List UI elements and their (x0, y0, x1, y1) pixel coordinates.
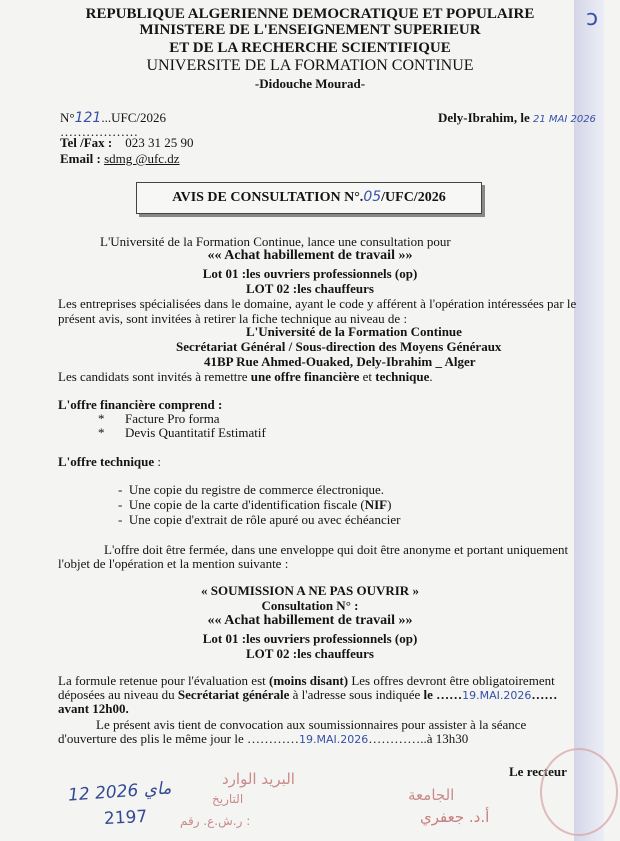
arrival-stamp-number: 2197 (103, 806, 148, 830)
page-title: AVIS DE CONSULTATION N°.05/UFC/2026 (172, 189, 446, 205)
header-republic: REPUBLIQUE ALGERIENNE DEMOCRATIQUE ET POPULAIRE (85, 6, 535, 22)
evaluation-text: La formule retenue pour l'évaluation est (moins disant) Les offres devront être obligatoirement (58, 673, 555, 688)
financial-item: * Facture Pro forma (125, 411, 220, 427)
signature: أ.د. جعفري (420, 808, 490, 826)
envelope-line-1: L'offre doit être fermée, dans une enveloppe qui doit être anonyme et portant uniquement (104, 542, 569, 557)
header-university: UNIVERSITE DE LA FORMATION CONTINUE (146, 57, 474, 74)
technical-item: - Une copie du registre de commerce électronique. (118, 482, 385, 497)
lot-2: LOT 02 :les chauffeurs (246, 281, 374, 296)
corner-handwritten-mark: ↄ (586, 6, 599, 31)
object-title: «« Achat habillement de travail »» (207, 248, 413, 263)
arrival-stamp-number-label: ر.ش.ع. رقم : (180, 814, 251, 828)
candidates-text: Les candidats sont invités à remettre une offre financière et technique. (58, 369, 433, 384)
lot-1b: Lot 01 :les ouvriers professionnels (op) (202, 631, 418, 646)
consultation-label: Consultation N° : (261, 598, 359, 613)
arrival-stamp-date-label: التاريخ (212, 792, 244, 806)
arrival-stamp-date: 12 ماي 2026 (67, 778, 172, 806)
do-not-open-mention: « SOUMISSION A NE PAS OUVRIR » (201, 583, 419, 598)
rector-label: Le recteur (509, 764, 567, 779)
header-research: ET DE LA RECHERCHE SCIENTIFIQUE (169, 40, 451, 56)
invite-line-2: présent avis, sont invitées à retirer la fiche technique au niveau de : (58, 311, 408, 326)
header-subtitle: -Didouche Mourad- (254, 76, 366, 91)
scan-edge (574, 0, 604, 841)
address-3: 41BP Rue Ahmed-Ouaked, Dely-Ibrahim _ Alger (204, 354, 476, 369)
reference-dots: ……………… (60, 124, 138, 139)
address-1: L'Université de la Formation Continue (246, 324, 462, 339)
envelope-line-2: l'objet de l'opération et la mention suivante : (58, 556, 289, 571)
technical-item: - Une copie de la carte d'identification fiscale (NIF) (118, 497, 392, 512)
header-ministry: MINISTERE DE L'ENSEIGNEMENT SUPERIEUR (139, 22, 481, 38)
university-seal (540, 748, 618, 836)
opening-date-stamp: 19.MAI.2026 (298, 733, 369, 746)
handwritten-number: 121 (74, 110, 102, 126)
intro-text: L'Université de la Formation Continue, lance une consultation pour (100, 234, 451, 249)
technical-item: - Une copie d'extrait de rôle apuré ou avec échéancier (118, 512, 401, 527)
financial-offer-title: L'offre financière comprend : (58, 397, 223, 412)
university-seal-text: الجامعة (408, 786, 455, 804)
convocation-line-2: d'ouverture des plis le même jour le …………19.MAI.2026…………..à 13h30 (58, 731, 469, 746)
deposit-date-stamp: 19.MAI.2026 (462, 689, 532, 702)
invite-line-1: Les entreprises spécialisées dans le domaine, ayant le code y afférent à l'opération intéressées par le (58, 296, 577, 311)
financial-item: * Devis Quantitatif Estimatif (125, 425, 266, 441)
lot-1: Lot 01 :les ouvriers professionnels (op) (202, 266, 418, 281)
deadline: avant 12h00. (58, 701, 129, 716)
reference-number: N°121...UFC/2026 (60, 110, 166, 126)
object-title-2: «« Achat habillement de travail »» (207, 613, 413, 628)
place-date: Dely-Ibrahim, le 21 MAI 2026 (438, 110, 596, 125)
lot-2b: LOT 02 :les chauffeurs (246, 646, 374, 661)
email: Email : sdmg @ufc.dz (60, 151, 180, 166)
deposit-text: déposées au niveau du Secrétariat générale à l'adresse sous indiquée le ……19.MAI.2026…… (58, 687, 558, 702)
tel-fax: Tel /Fax : 023 31 25 90 (60, 135, 194, 150)
address-2: Secrétariat Général / Sous-direction des Moyens Généraux (176, 339, 502, 354)
technical-offer-title: L'offre technique : (58, 454, 162, 469)
handwritten-date: 21 MAI 2026 (532, 114, 596, 125)
arrival-stamp-title: البريد الوارد (222, 770, 295, 788)
convocation-line-1: Le présent avis tient de convocation aux soumissionnaires pour assister à la séance (96, 717, 527, 732)
